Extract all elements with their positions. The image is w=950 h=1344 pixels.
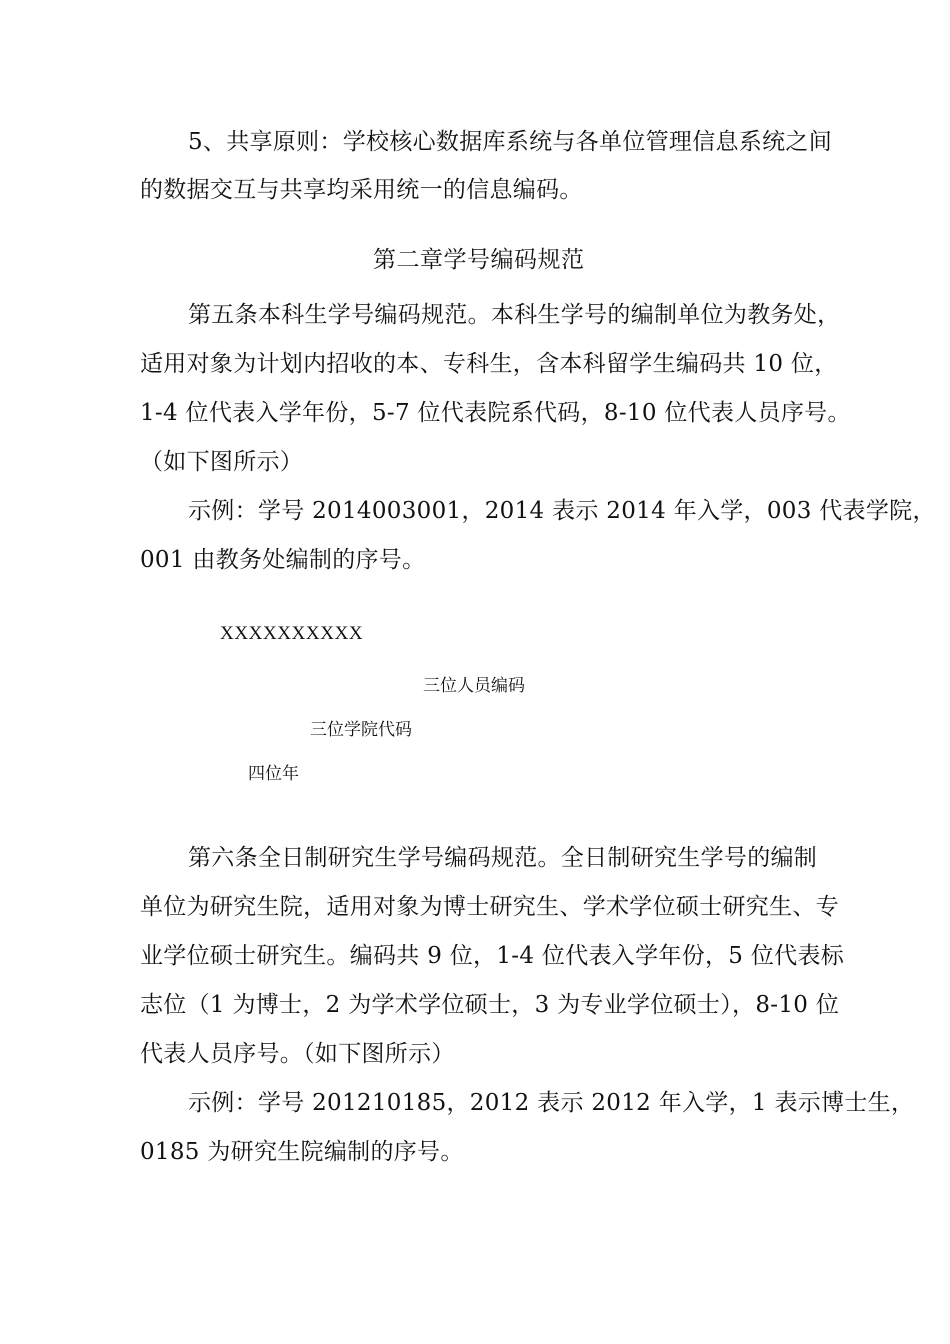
- article6-line3: 业学位硕士研究生。编码共 9 位，1-4 位代表入学年份，5 位代表标: [140, 943, 845, 969]
- article6-line1: 第六条全日制研究生学号编码规范。全日制研究生学号的编制: [188, 845, 818, 871]
- chapter-title: 第二章学号编码规范: [373, 247, 585, 273]
- student-id-code: XXXXXXXXXX: [220, 623, 364, 644]
- article6-line2: 单位为研究生院，适用对象为博士研究生、学术学位硕士研究生、专: [140, 894, 839, 920]
- article5-line2: 适用对象为计划内招收的本、专科生，含本科留学生编码共 10 位，: [140, 351, 838, 377]
- diagram-label-year: 四位年: [248, 764, 299, 784]
- article5-example-line2: 001 由教务处编制的序号。: [140, 547, 426, 573]
- diagram-label-person: 三位人员编码: [423, 676, 525, 696]
- section5-line2: 的数据交互与共享均采用统一的信息编码。: [140, 177, 583, 203]
- article6-example-line1: 示例：学号 201210185，2012 表示 2012 年入学，1 表示博士生，: [188, 1090, 915, 1116]
- article5-line1: 第五条本科生学号编码规范。本科生学号的编制单位为教务处，: [188, 302, 841, 328]
- article6-line4: 志位（1 为博士，2 为学术学位硕士，3 为专业学位硕士），8-10 位: [140, 992, 840, 1018]
- article5-example-line1: 示例：学号 2014003001，2014 表示 2014 年入学，003 代表学院，: [188, 498, 936, 524]
- article5-line3: 1-4 位代表入学年份，5-7 位代表院系代码，8-10 位代表人员序号。: [140, 400, 851, 426]
- diagram-label-college: 三位学院代码: [310, 720, 412, 740]
- article6-example-line2: 0185 为研究生院编制的序号。: [140, 1139, 464, 1165]
- article5-line4: （如下图所示）: [140, 449, 304, 475]
- section5-line1: 5、共享原则：学校核心数据库系统与各单位管理信息系统之间: [188, 129, 833, 155]
- article6-line5: 代表人员序号。（如下图所示）: [140, 1041, 455, 1067]
